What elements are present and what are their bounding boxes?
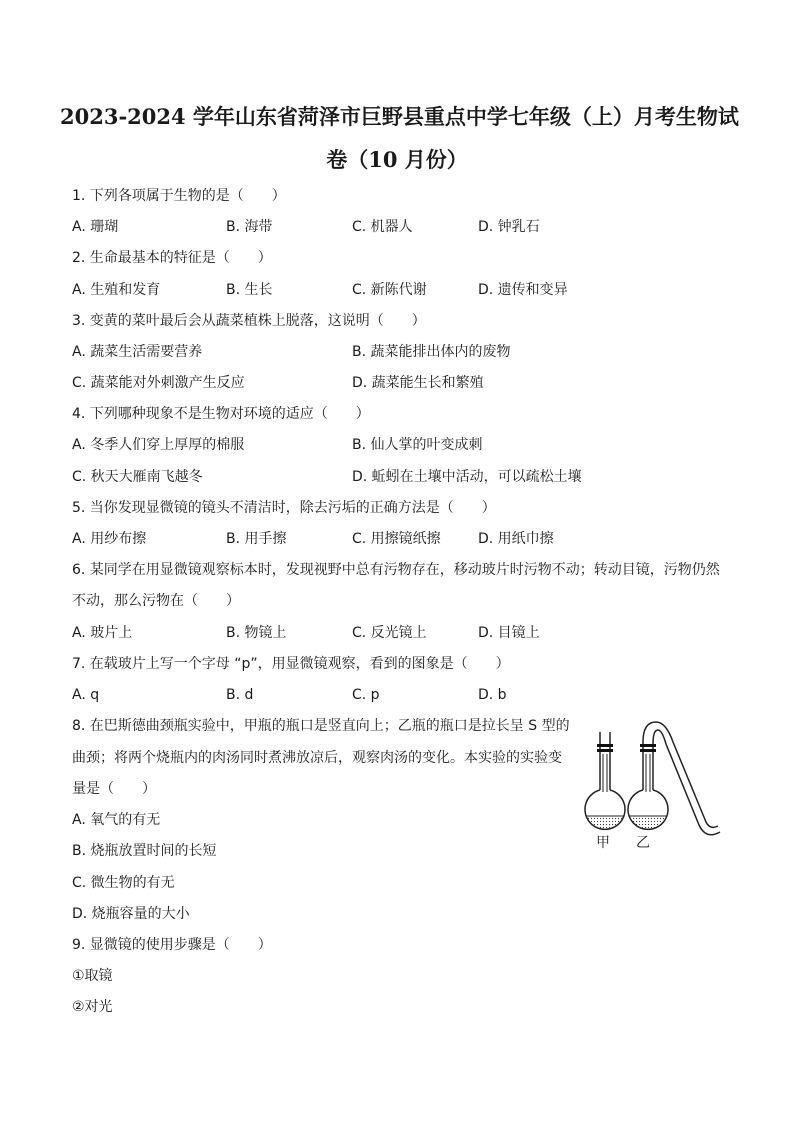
question-4-option-c: C. 秋天大雁南飞越冬 xyxy=(72,469,203,485)
flask-yi xyxy=(628,722,720,835)
question-5-option-a: A. 用纱布擦 xyxy=(72,531,147,547)
question-8-option-a: A. 氧气的有无 xyxy=(72,812,161,828)
question-8-option-b: B. 烧瓶放置时间的长短 xyxy=(72,843,217,859)
question-2-stem: 2. 生命最基本的特征是（ ） xyxy=(72,250,272,266)
question-6-option-b: B. 物镜上 xyxy=(226,625,287,641)
exam-title-line-2: 卷（10 月份） xyxy=(326,147,468,172)
exam-title-line-1: 2023-2024 学年山东省菏泽市巨野县重点中学七年级（上）月考生物试 xyxy=(60,104,739,129)
question-9-step-2: ②对光 xyxy=(72,999,113,1015)
question-6-option-a: A. 玻片上 xyxy=(72,625,133,641)
question-7-option-b: B. d xyxy=(226,687,254,703)
question-1-stem: 1. 下列各项属于生物的是（ ） xyxy=(72,188,286,204)
question-9-stem: 9. 显微镜的使用步骤是（ ） xyxy=(72,937,272,953)
question-2-option-c: C. 新陈代谢 xyxy=(352,282,427,298)
question-3-option-a: A. 蔬菜生活需要营养 xyxy=(72,344,203,360)
flask-label-jia: 甲 xyxy=(596,835,610,851)
question-6-option-d: D. 目镜上 xyxy=(478,625,540,641)
question-5-option-d: D. 用纸巾擦 xyxy=(478,531,554,547)
question-8-stem-line-3: 量是（ ） xyxy=(72,781,156,797)
question-4-stem: 4. 下列哪种现象不是生物对环境的适应（ ） xyxy=(72,406,370,422)
question-9-step-1: ①取镜 xyxy=(72,968,113,984)
question-7-option-c: C. p xyxy=(352,687,380,703)
question-8-stem-line-1: 8. 在巴斯德曲颈瓶实验中，甲瓶的瓶口是竖直向上；乙瓶的瓶口是拉长呈 S 型的 xyxy=(72,718,570,734)
swan-neck-flask-figure xyxy=(578,718,728,858)
question-8-stem-line-2: 曲颈；将两个烧瓶内的肉汤同时煮沸放凉后，观察肉汤的变化。本实验的实验变 xyxy=(72,750,562,766)
question-2-option-a: A. 生殖和发育 xyxy=(72,282,161,298)
question-6-option-c: C. 反光镜上 xyxy=(352,625,427,641)
question-4-option-a: A. 冬季人们穿上厚厚的棉服 xyxy=(72,437,245,453)
question-5-option-b: B. 用手擦 xyxy=(226,531,287,547)
question-7-option-a: A. q xyxy=(72,687,100,703)
question-4-option-d: D. 蚯蚓在土壤中活动，可以疏松土壤 xyxy=(352,469,582,485)
question-5-option-c: C. 用擦镜纸擦 xyxy=(352,531,441,547)
question-4-option-b: B. 仙人掌的叶变成刺 xyxy=(352,437,483,453)
question-3-option-d: D. 蔬菜能生长和繁殖 xyxy=(352,375,484,391)
question-1-option-a: A. 珊瑚 xyxy=(72,219,119,235)
question-8-option-c: C. 微生物的有无 xyxy=(72,875,175,891)
question-1-option-d: D. 钟乳石 xyxy=(478,219,540,235)
question-1-option-b: B. 海带 xyxy=(226,219,273,235)
question-5-stem: 5. 当你发现显微镜的镜头不清洁时，除去污垢的正确方法是（ ） xyxy=(72,500,496,516)
question-2-option-d: D. 遗传和变异 xyxy=(478,282,568,298)
question-3-option-b: B. 蔬菜能排出体内的废物 xyxy=(352,344,511,360)
question-3-option-c: C. 蔬菜能对外刺激产生反应 xyxy=(72,375,245,391)
question-1-option-c: C. 机器人 xyxy=(352,219,413,235)
question-8-option-d: D. 烧瓶容量的大小 xyxy=(72,906,190,922)
question-2-option-b: B. 生长 xyxy=(226,282,273,298)
question-6-stem-line-2: 不动，那么污物在（ ） xyxy=(72,593,240,609)
question-7-stem: 7. 在载玻片上写一个字母 “p”，用显微镜观察，看到的图象是（ ） xyxy=(72,656,510,672)
question-7-option-d: D. b xyxy=(478,687,507,703)
flask-jia xyxy=(585,732,625,830)
question-6-stem-line-1: 6. 某同学在用显微镜观察标本时，发现视野中总有污物存在，移动玻片时污物不动；转动目镜，污物仍然 xyxy=(72,562,720,578)
flask-label-yi: 乙 xyxy=(636,835,650,851)
question-3-stem: 3. 变黄的菜叶最后会从蔬菜植株上脱落，这说明（ ） xyxy=(72,313,426,329)
